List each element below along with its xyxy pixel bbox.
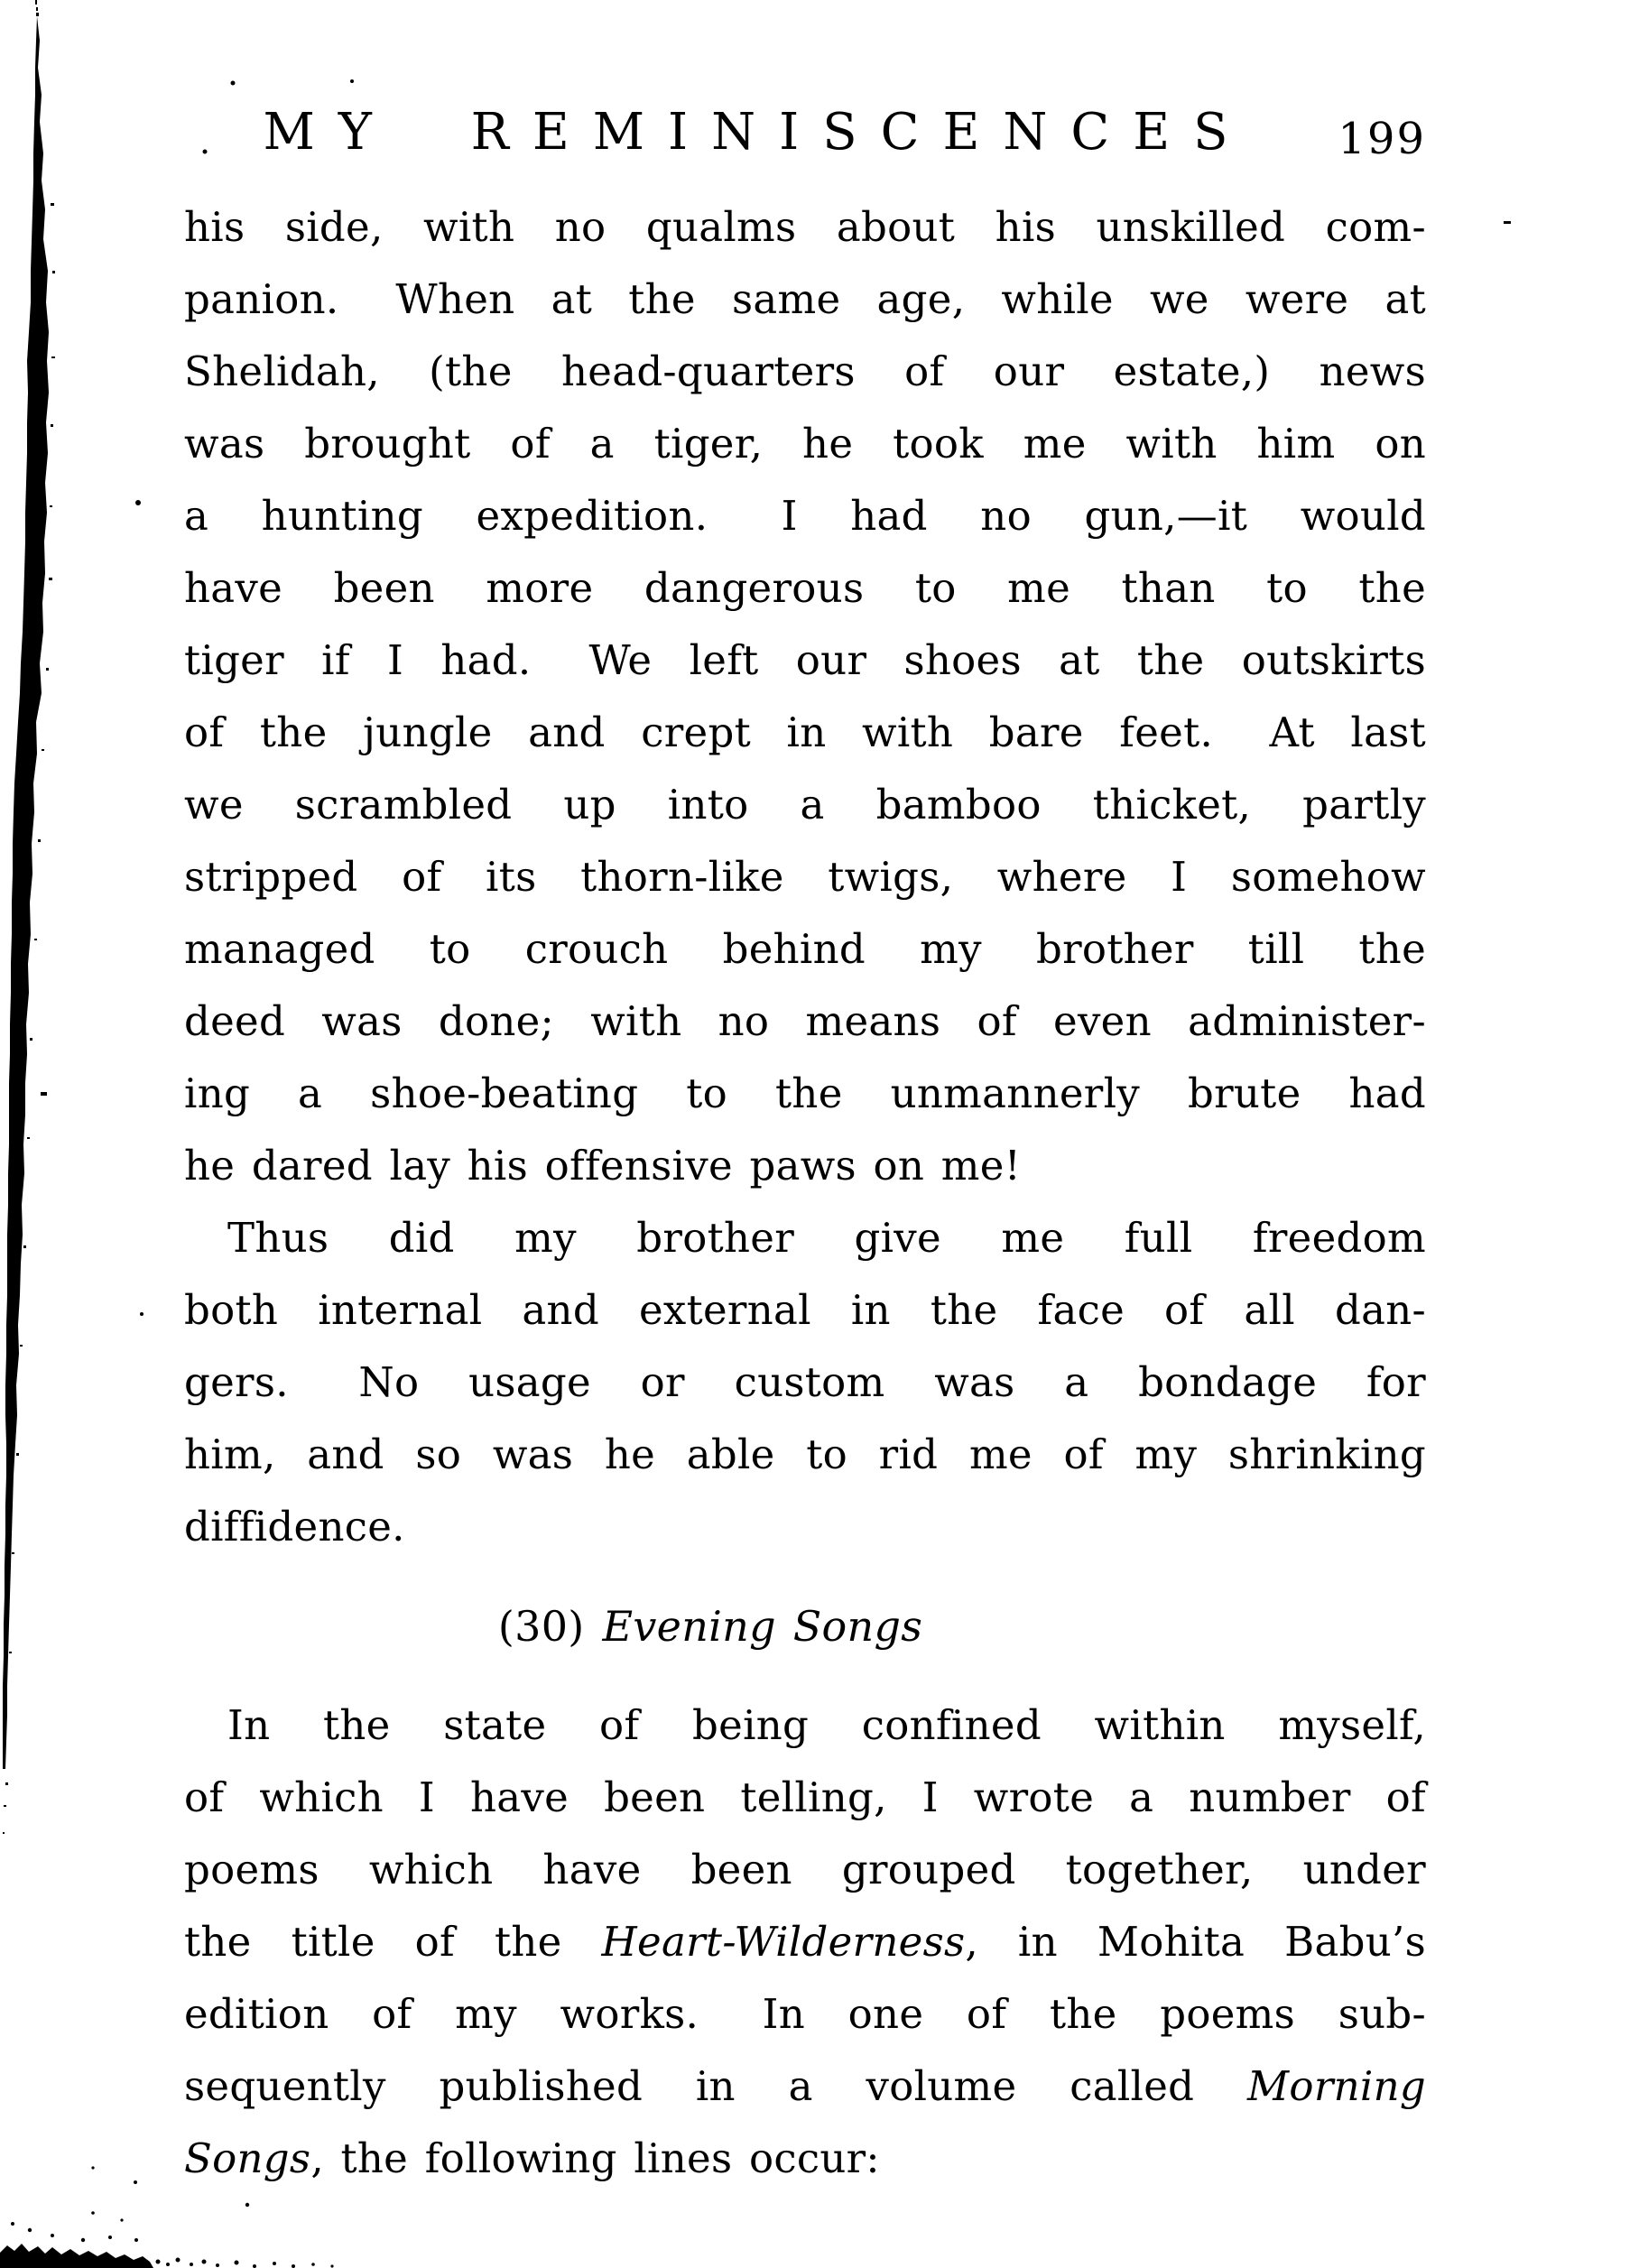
text-line [184,986,1426,1058]
text-line [184,1978,1426,2050]
text-line [184,1274,1426,1347]
bottom-smudge-artifact [0,2211,334,2268]
text-span: deed was done; with no means of even administer- [184,997,1426,1045]
text-line [184,913,1426,986]
text-span: the title of the [184,1918,602,1966]
text-line [184,552,1426,625]
text-span: he dared lay his offensive paws on me! [184,1142,1022,1190]
text-line [184,1419,1426,1491]
text-line [184,1762,1426,1834]
text-line [184,1058,1426,1130]
text-line [184,1491,1426,1563]
paragraph-1 [184,191,1426,1202]
paragraph-3 [184,1689,1426,2195]
section-heading [89,1590,1331,1662]
text-span: him, and so was he able to rid me of my shrinking [184,1430,1426,1478]
text-line [184,1906,1426,1978]
text-line [184,2123,1426,2195]
text-line [184,191,1426,264]
text-span: his side, with no qualms about his unskilled com- [184,203,1426,251]
text-span: Thus did my brother give me full freedom [227,1214,1426,1262]
text-span: , in Mohita Babu’s [965,1918,1426,1966]
text-span: ing a shoe-beating to the unmannerly brute had [184,1069,1426,1117]
text-span: gers. No usage or custom was a bondage for [184,1358,1426,1406]
left-streak-artifact [3,0,55,1834]
italic-text: Morning [1247,2062,1426,2110]
text-line [184,697,1426,769]
text-line [184,336,1426,408]
text-span: sequently published in a volume called [184,2062,1248,2110]
text-span: Shelidah, (the head-quarters of our estate,) news [184,347,1426,395]
text-line [184,625,1426,697]
text-span: , the following lines occur: [310,2134,880,2182]
body-text [184,191,1426,2195]
text-span: diffidence. [184,1503,405,1551]
text-span: managed to crouch behind my brother till the [184,925,1426,973]
text-span: In the state of being confined within myself, [227,1701,1426,1749]
text-span: we scrambled up into a bamboo thicket, partly [184,781,1426,829]
text-span: stripped of its thorn-like twigs, where I somehow [184,853,1426,901]
text-line [184,1834,1426,1906]
text-span: poems which have been grouped together, under [184,1846,1426,1893]
text-span: have been more dangerous to me than to the [184,564,1426,612]
text-line [184,1347,1426,1419]
text-line [184,1202,1426,1274]
page-number: 199 [1338,114,1426,164]
page-title: MY REMINISCENCES [263,103,1252,162]
text-line [184,1689,1426,1762]
text-span: edition of my works. In one of the poems sub- [184,1990,1426,2038]
text-line [184,769,1426,841]
section-number: (30) [497,1602,585,1651]
text-span: panion. When at the same age, while we were at [184,275,1426,323]
text-line [184,1130,1426,1202]
text-line [184,2050,1426,2123]
text-span: a hunting expedition. I had no gun,—it would [184,492,1426,540]
text-line [184,480,1426,552]
section-title: Evening Songs [602,1602,923,1651]
text-span: of which I have been telling, I wrote a number of [184,1773,1426,1821]
italic-text: Heart-Wilderness [601,1918,966,1966]
text-line [184,264,1426,336]
text-line [184,408,1426,480]
italic-text: Songs [184,2134,311,2182]
text-span: tiger if I had. We left our shoes at the outskirts [184,636,1426,684]
text-line [184,841,1426,913]
paragraph-2 [184,1202,1426,1563]
text-span: both internal and external in the face of all dan- [184,1286,1426,1334]
text-span: of the jungle and crept in with bare feet. At last [184,708,1426,756]
text-span: was brought of a tiger, he took me with him on [184,420,1426,467]
page-header [184,99,1426,166]
